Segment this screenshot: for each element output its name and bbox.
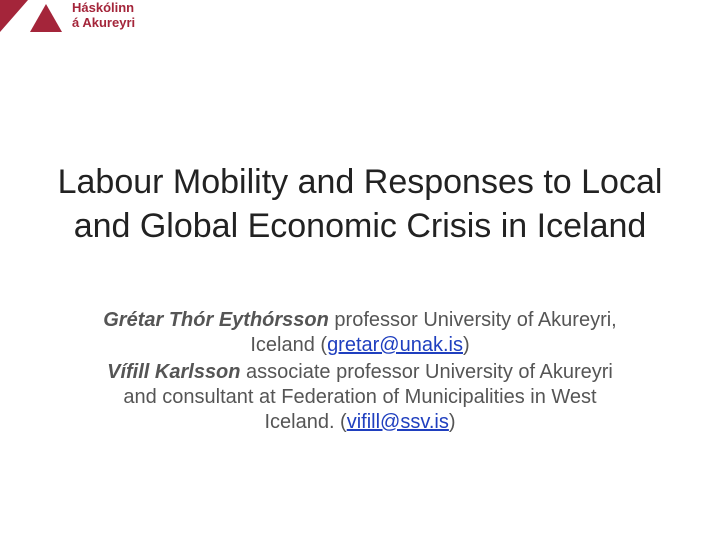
- author-entry: [90, 308, 630, 358]
- author-close-paren: ): [462, 334, 470, 356]
- author-description: professor University of Akureyri, Iceland (: [250, 309, 617, 356]
- university-logo: [0, 0, 135, 32]
- author-entry: [90, 360, 630, 435]
- author-name: Vífill Karlsson: [107, 361, 241, 383]
- author-email-link[interactable]: gretar@unak.is: [327, 334, 463, 356]
- authors-block: [90, 308, 630, 437]
- author-close-paren: ): [448, 411, 456, 433]
- logo-line-1: Háskólinn: [72, 0, 135, 15]
- author-name: Grétar Thór Eythórsson: [103, 309, 329, 331]
- triangles-logo-icon: [0, 0, 62, 32]
- logo-text: [72, 0, 135, 30]
- author-description: associate professor University of Akureyri and consultant at Federation of Municipalities in West Iceland. (: [123, 361, 613, 433]
- author-email-link[interactable]: vifill@ssv.is: [346, 411, 449, 433]
- logo-line-2: á Akureyri: [72, 15, 136, 30]
- slide-title: Labour Mobility and Responses to Local and Global Economic Crisis in Iceland: [57, 163, 663, 245]
